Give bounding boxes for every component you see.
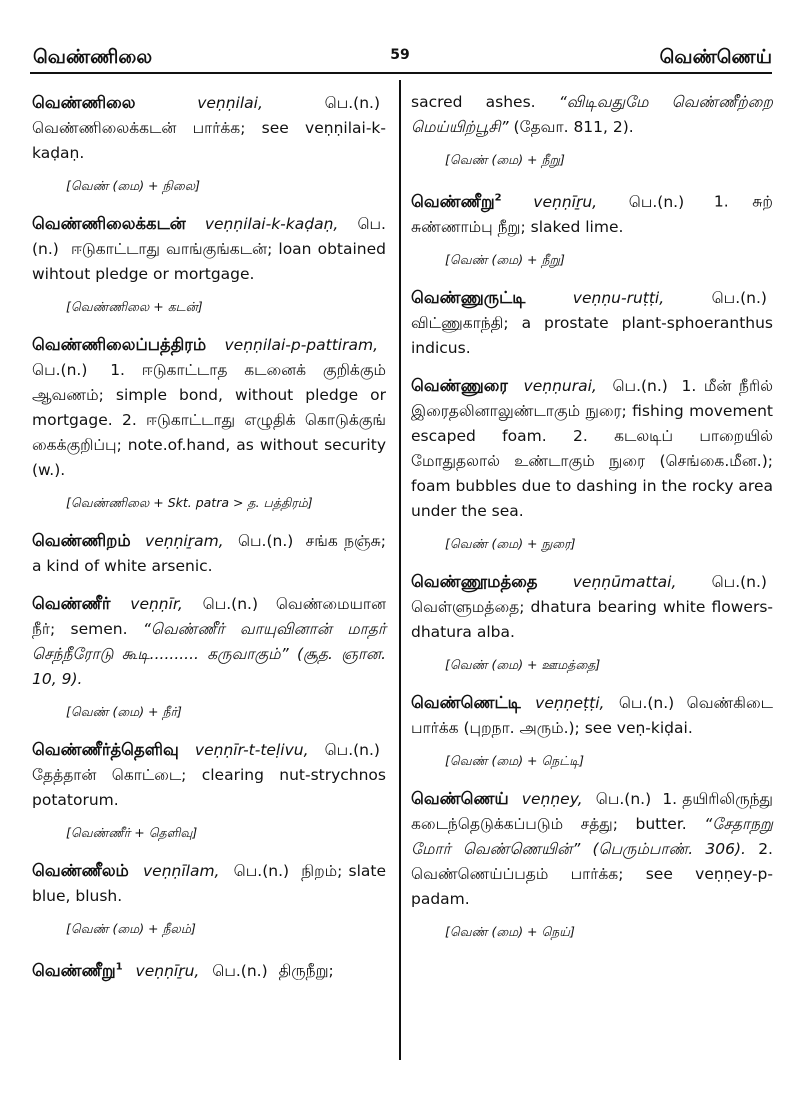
dictionary-entry [411,786,773,912]
part-of-speech: பெ.(n.) [32,215,386,258]
definition: வெண்கிடை பார்க்க (புறநா. அரும்.); see veṇ-kiḍai. [411,693,773,737]
dictionary-entry [411,185,773,240]
headword: வெண்ணீர்த்தெளிவு [32,740,179,759]
definition: நிறம்; slate blue, blush. [32,862,386,905]
transliteration: veṇṇūmattai, [572,572,677,591]
page-number: 59 [390,47,410,63]
etymology: [வெண் (மை) + நீறு] [445,152,565,167]
transliteration: veṇṇurai, [523,376,597,395]
part-of-speech: பெ.(n.) [595,789,652,808]
transliteration: veṇṇilai, [197,94,263,112]
part-of-speech: பெ.(n.) [618,693,675,712]
etymology: [வெண் (மை) + நெய்] [445,923,575,939]
part-of-speech: பெ.(n.) [612,376,668,395]
definition: 1. ஈடுகாட்டாத கடனைக் குறிக்கும் ஆவணம்; simple bond, without pledge or mortgage. 2. ஈடுகாட்டாது எழுதிக் கொடுக்குங் கைக்குறிப்பு; note.of.hand, as without security (w.). [32,361,386,479]
part-of-speech: பெ.(n.) [628,192,685,211]
headword: வெண்ணுருட்டி [411,287,526,307]
part-of-speech: பெ.(n.) [233,862,290,880]
transliteration: veṇṇiṟam, [145,532,224,550]
definition: ஈடுகாட்டாது வாங்குங்கடன்; loan obtained wihtout pledge or mortgage. [32,240,386,283]
part-of-speech: பெ.(n.) [324,741,380,759]
transliteration: veṇṇīṟu, [135,961,200,980]
etymology: [வெண் (மை) + நுரை] [445,535,576,551]
part-of-speech: பெ.(n.) [202,595,258,613]
definition: 1. தயிரிலிருந்து கடைந்தெடுக்கப்படும் சத்து; butter. [411,789,773,833]
headword: வெண்ணூமத்தை [411,571,538,591]
left-column [32,90,386,996]
homonym-number: 1 [115,961,123,972]
column-divider [399,80,401,1060]
definition: விட்ணுகாந்தி; a prostate plant-sphoeranthus indicus. [411,313,773,357]
header-right-guide-word: வெண்ணெய் [659,46,772,68]
header-rule [30,72,772,74]
dictionary-entry [32,90,386,166]
definition: வெண்ணிலைக்கடன் பார்க்க; see veṇṇilai-k-kaḍaṇ. [32,119,386,162]
headword: வெண்ணெய் [411,788,509,808]
dictionary-entry [411,373,773,524]
headword: வெண்ணிலைப்பத்திரம் [32,335,207,354]
literary-quote: “விடிவதுமே வெண்ணீற்றை மெய்யிற்பூசி” [411,93,773,136]
etymology: [வெண் (மை) + நெட்டி] [445,752,585,768]
headword: வெண்ணிலைக்கடன் [32,214,186,233]
citation: (தேவா. 811, 2). [513,118,634,136]
definition-second-sense: 2. வெண்ணெய்ப்பதம் பார்க்க; see veṇṇey-p-padam. [411,839,773,908]
definition: 1. மீன் நீரில் இரைதலினாலுண்டாகும் நுரை; fishing movement escaped foam. 2. கடலடிப் பாறையில் மோதுதலால் உண்டாகும் நுரை (செங்கை.மீன.); foam bubbles due to dashing in the rocky area under the sea. [411,376,773,520]
headword: வெண்ணெட்டி [411,692,521,712]
part-of-speech: பெ.(n.) [324,94,380,112]
literary-quote: “வெண்ணீர் வாயுவினான் மாதர் செந்நீரோடு கூடி.......... கருவாகும்” [32,620,386,663]
dictionary-entry [32,737,386,813]
dictionary-entry [411,285,773,361]
dictionary-entry [411,569,773,645]
literary-quote: “சேதாநறு மோர் வெண்ணெயின்” [411,814,773,858]
transliteration: veṇṇey, [521,789,583,808]
dictionary-entry [32,211,386,287]
transliteration: veṇṇeṭṭi, [535,693,605,712]
etymology: [வெண் (மை) + நிலை] [66,178,200,193]
homonym-number: 2 [494,192,502,203]
definition: தேத்தான் கொட்டை; clearing nut-strychnos potatorum. [32,766,386,809]
continued-entry [411,90,773,140]
dictionary-entry [32,591,386,692]
etymology: [வெண் (மை) + ஊமத்தை] [445,656,601,672]
headword: வெண்ணிறம் [32,531,131,550]
etymology: [வெண் (மை) + நீறு] [445,251,565,267]
part-of-speech: பெ.(n.) [711,572,767,591]
transliteration: veṇṇīlam, [142,862,220,880]
part-of-speech: பெ.(n.) [212,961,268,980]
definition: சங்க நஞ்சு; a kind of white arsenic. [32,532,386,575]
dictionary-entry [32,528,386,579]
transliteration: veṇṇīr-t-teḷivu, [194,741,309,759]
headword: வெண்ணிலை [32,93,136,112]
definition: sacred ashes. [411,93,536,111]
headword: வெண்ணீர் [32,594,111,613]
transliteration: veṇṇilai-p-pattiram, [224,336,378,354]
headword: வெண்ணீலம் [32,861,129,880]
transliteration: veṇṇu-ruṭṭi, [572,288,665,307]
transliteration: veṇṇilai-k-kaḍaṇ, [204,215,339,233]
transliteration: veṇṇīṟu, [533,192,598,211]
definition: வெண்மையான நீர்; semen. [32,595,386,638]
right-column [411,90,773,957]
citation: (பெரும்பாண். 306). [592,839,746,858]
part-of-speech: பெ.(n.) [711,288,767,307]
transliteration: veṇṇīr, [130,595,183,613]
etymology: [வெண்ணிலை + Skt. patra > த. பத்திரம்] [66,495,313,510]
etymology: [வெண்ணீர் + தெளிவு] [66,825,198,840]
citation: (சூத. ஞான. 10, 9). [32,645,386,688]
page-header [0,0,800,74]
headword: வெண்ணுரை [411,375,508,395]
etymology: [வெண் (மை) + நீர்] [66,704,182,719]
definition: 1. சுற் சுண்ணாம்பு நீறு; slaked lime. [411,192,773,236]
headword: வெண்ணீறு$^2$ [411,191,502,211]
etymology: [வெண்ணிலை + கடன்] [66,299,203,314]
header-left-guide-word: வெண்ணிலை [33,46,153,68]
headword: வெண்ணீறு$^1$ [32,960,123,980]
part-of-speech: பெ.(n.) [237,532,294,550]
etymology: [வெண் (மை) + நீலம்] [66,921,196,936]
dictionary-entry [32,954,386,984]
part-of-speech: பெ.(n.) [32,361,88,379]
dictionary-entry [32,332,386,483]
dictionary-entry [32,858,386,909]
definition: வெள்ளுமத்தை; dhatura bearing white flowers-dhatura alba. [411,597,773,641]
definition: திருநீறு; [278,961,334,980]
dictionary-entry [411,690,773,741]
